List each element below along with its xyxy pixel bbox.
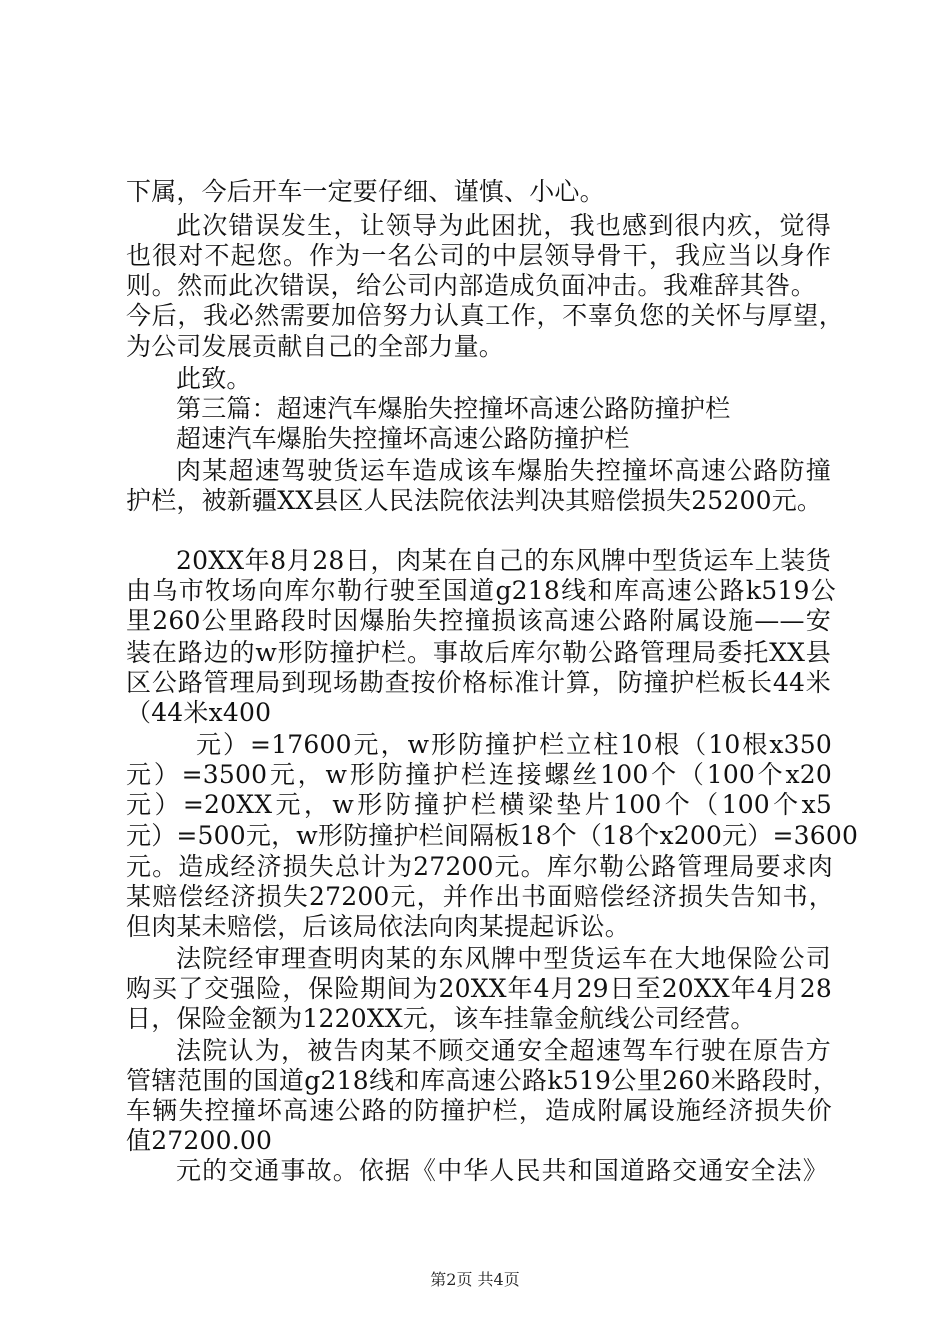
section-heading: 第三篇：超速汽车爆胎失控撞坏高速公路防撞护栏 (176, 394, 731, 423)
text-line: 某赔偿经济损失27200元，并作出书面赔偿经济损失告知书， (126, 882, 834, 911)
text-line: 今后，我必然需要加倍努力认真工作，不辜负您的关怀与厚望， (126, 301, 844, 330)
text-line: 管辖范围的国道g218线和库高速公路k519公里260米路段时， (126, 1066, 838, 1095)
text-line: 20XX年8月28日，肉某在自己的东风牌中型货运车上装货 (176, 546, 831, 575)
text-line: 元的交通事故。依据《中华人民共和国道路交通安全法》 (176, 1156, 828, 1185)
text-line: 购买了交强险，保险期间为20XX年4月29日至20XX年4月28 (126, 974, 832, 1003)
text-line: 车辆失控撞坏高速公路的防撞护栏，造成附属设施经济损失价 (126, 1096, 832, 1125)
text-line: 为公司发展贡献自己的全部力量。 (126, 332, 505, 361)
text-line: 日，保险金额为1220XX元，该车挂靠金航线公司经营。 (126, 1004, 756, 1033)
text-line: 下属，今后开车一定要仔细、谨慎、小心。 (126, 177, 605, 206)
text-line: 此次错误发生，让领导为此困扰，我也感到很内疚，觉得 (176, 211, 831, 240)
text-line: 元。造成经济损失总计为27200元。库尔勒公路管理局要求肉 (126, 852, 833, 881)
text-line: 此致。 (176, 364, 252, 393)
article-title: 超速汽车爆胎失控撞坏高速公路防撞护栏 (176, 424, 630, 453)
text-line: 值27200.00 (126, 1126, 273, 1155)
text-line: （44米x400 (126, 698, 272, 727)
text-line: 则。然而此次错误，给公司内部造成负面冲击。我难辞其咎。 (126, 271, 816, 300)
text-line: 法院经审理查明肉某的东风牌中型货运车在大地保险公司 (176, 944, 831, 973)
text-line: 护栏，被新疆XX县区人民法院依法判决其赔偿损失25200元。 (126, 486, 823, 515)
text-line: 肉某超速驾驶货运车造成该车爆胎失控撞坏高速公路防撞 (176, 456, 831, 485)
text-line: 法院认为，被告肉某不顾交通安全超速驾车行驶在原告方 (176, 1036, 831, 1065)
text-line: 装在路边的w形防撞护栏。事故后库尔勒公路管理局委托XX县 (126, 638, 831, 667)
text-line: 也很对不起您。作为一名公司的中层领导骨干，我应当以身作 (126, 241, 831, 270)
text-line: 里260公里路段时因爆胎失控撞损该高速公路附属设施——安 (126, 606, 831, 635)
text-line: 元）=20XX元，w形防撞护栏横梁垫片100个（100个x5 (126, 790, 832, 819)
text-line: 但肉某未赔偿，后该局依法向肉某提起诉讼。 (126, 912, 631, 941)
text-line: 元）=3500元，w形防撞护栏连接螺丝100个（100个x20 (126, 760, 832, 789)
page-number: 第2页 共4页 (430, 1270, 520, 1289)
text-line: 元）=500元，w形防撞护栏间隔板18个（18个x200元）=3600 (126, 821, 859, 850)
text-line: 由乌市牧场向库尔勒行驶至国道g218线和库高速公路k519公 (126, 576, 836, 605)
text-line: 区公路管理局到现场勘查按价格标准计算，防撞护栏板长44米 (126, 668, 831, 697)
text-line: 元）=17600元，w形防撞护栏立柱10根（10根x350 (196, 730, 832, 759)
